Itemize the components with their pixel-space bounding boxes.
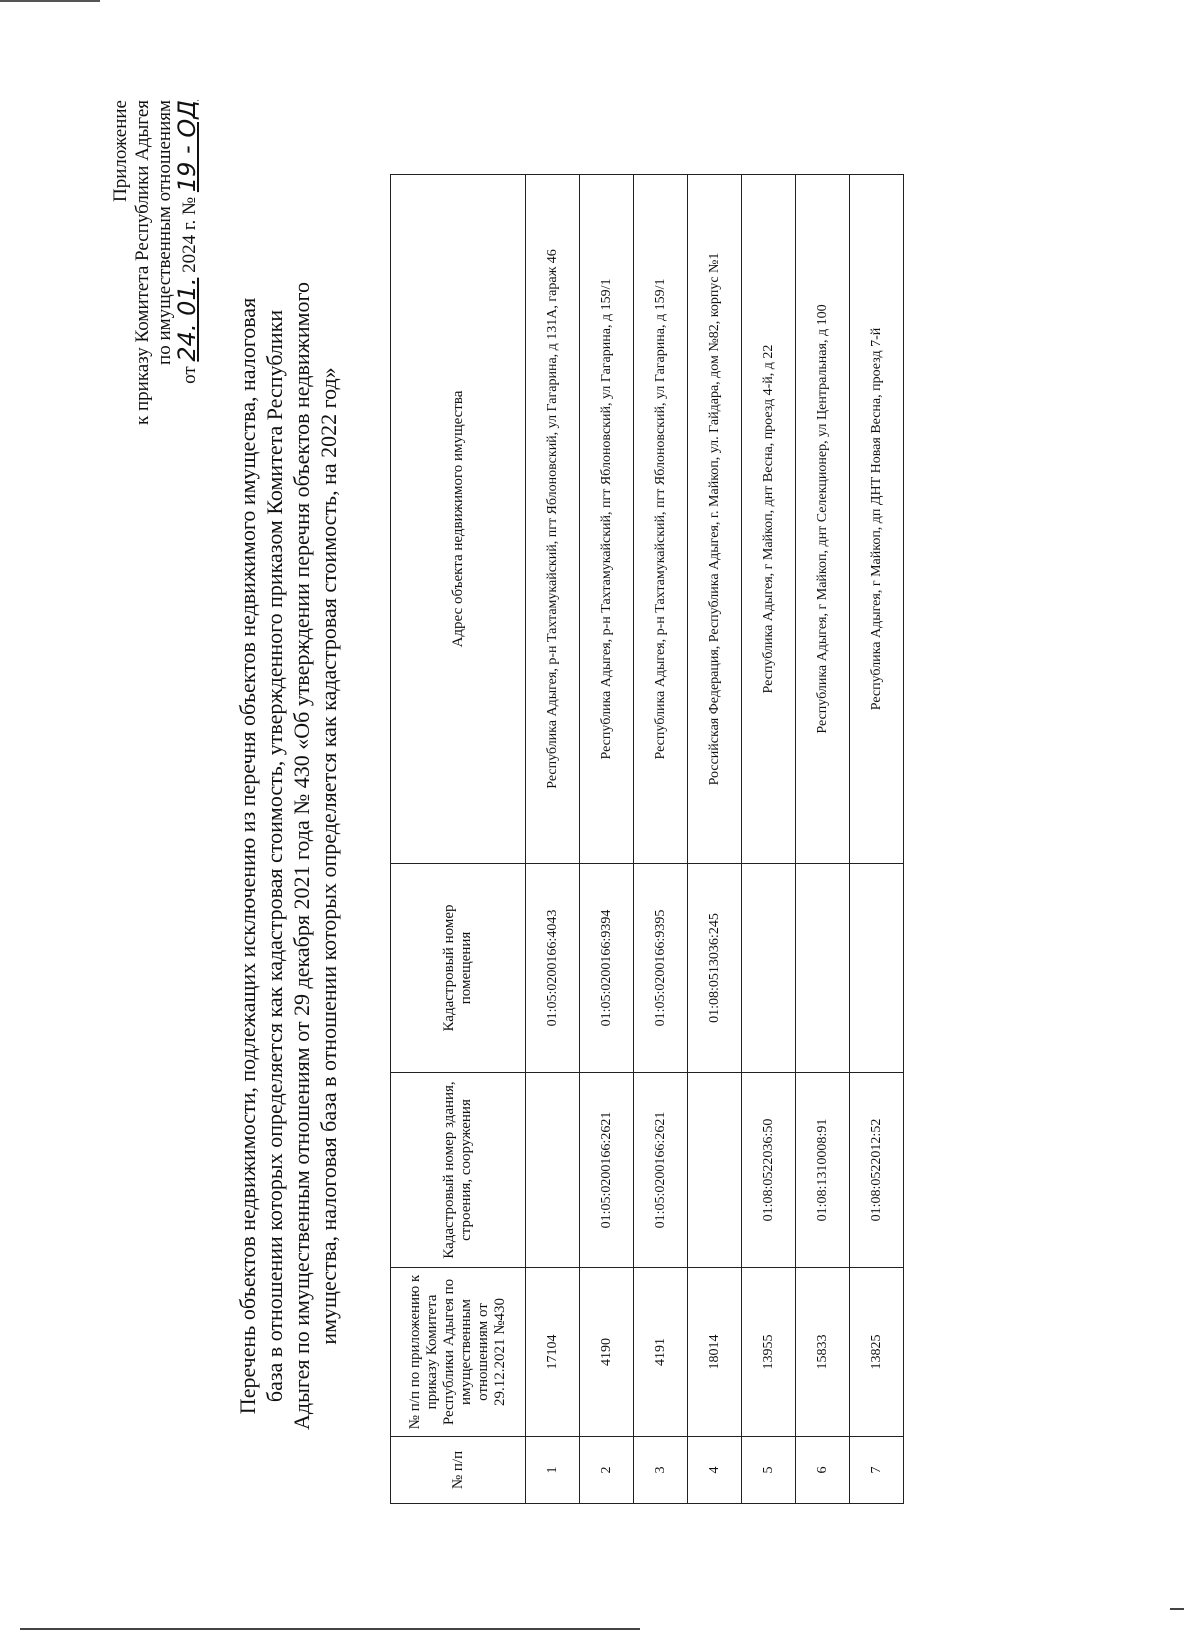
cell-appendix-number: 17104 — [526, 1268, 580, 1437]
cell-appendix-number: 15833 — [796, 1268, 850, 1437]
title-line-3: Адыгея по имущественным отношениям от 29 декабря 2021 года № 430 «Об утверждении перечня объектов недвижимого — [289, 281, 314, 1431]
cell-address: Республика Адыгея, г Майкоп, днт Селекционер, ул Центральная, д 100 — [796, 175, 850, 864]
cell-building-cadastral — [526, 1073, 580, 1268]
cell-premises-cadastral — [742, 864, 796, 1073]
cell-building-cadastral — [688, 1073, 742, 1268]
header-building-cadastral: Кадастровый номер здания, строения, сооружения — [391, 1073, 526, 1268]
cell-row-number: 5 — [742, 1437, 796, 1504]
appendix-label: Приложение — [110, 100, 131, 202]
table-row — [850, 175, 904, 1504]
table-row — [796, 175, 850, 1504]
cell-appendix-number: 4191 — [634, 1268, 688, 1437]
cell-appendix-number: 13825 — [850, 1268, 904, 1437]
handwritten-number: 19 - ОД — [173, 100, 201, 193]
cell-address: Республика Адыгея, г Майкоп, дп ДНТ Новая Весна, проезд 7-й — [850, 175, 904, 864]
cell-address: Российская Федерация, Республика Адыгея, г. Майкоп, ул. Гайдара, дом №82, корпус №1 — [688, 175, 742, 864]
cell-row-number: 1 — [526, 1437, 580, 1504]
cell-premises-cadastral: 01:05:0200166:4043 — [526, 864, 580, 1073]
appendix-date-line — [173, 100, 201, 425]
cell-appendix-number: 18014 — [688, 1268, 742, 1437]
cell-appendix-number: 13955 — [742, 1268, 796, 1437]
title-line-1: Перечень объектов недвижимости, подлежащих исключению из перечня объектов недвижимого имущества, налоговая — [235, 297, 260, 1415]
table-row — [580, 175, 634, 1504]
cell-premises-cadastral: 01:05:0200166:9395 — [634, 864, 688, 1073]
header-address: Адрес объекта недвижимого имущества — [391, 175, 526, 864]
document-title — [234, 96, 342, 1616]
date-suffix: 2024 г. № — [179, 196, 200, 273]
table-header-row — [391, 175, 526, 1504]
cell-building-cadastral: 01:05:0200166:2621 — [580, 1073, 634, 1268]
table-row — [526, 175, 580, 1504]
cell-row-number: 3 — [634, 1437, 688, 1504]
cell-appendix-number: 4190 — [580, 1268, 634, 1437]
table-row — [742, 175, 796, 1504]
table-row — [634, 175, 688, 1504]
cell-premises-cadastral: 01:05:0200166:9394 — [580, 864, 634, 1073]
cell-building-cadastral: 01:05:0200166:2621 — [634, 1073, 688, 1268]
cell-building-cadastral: 01:08:1310008:91 — [796, 1073, 850, 1268]
header-premises-cadastral: Кадастровый номер помещения — [391, 864, 526, 1073]
cell-building-cadastral: 01:08:0522012:52 — [850, 1073, 904, 1268]
cell-premises-cadastral — [850, 864, 904, 1073]
date-prefix: от — [179, 366, 200, 384]
cell-premises-cadastral — [796, 864, 850, 1073]
table-row — [688, 175, 742, 1504]
appendix-header — [110, 100, 201, 425]
cell-row-number: 4 — [688, 1437, 742, 1504]
title-line-4: имущества, налоговая база в отношении которых определяется как кадастровая стоимость, на 2022 год» — [316, 367, 341, 1345]
cell-row-number: 6 — [796, 1437, 850, 1504]
cell-address: Республика Адыгея, г Майкоп, днт Весна, проезд 4-й, д 22 — [742, 175, 796, 864]
appendix-order-line: к приказу Комитета Республики Адыгея — [132, 100, 153, 425]
appendix-committee-line: по имущественным отношениям — [154, 100, 175, 365]
cell-building-cadastral: 01:08:0522036:50 — [742, 1073, 796, 1268]
header-appendix-number: № п/п по приложению к приказу Комитета Республики Адыгея по имущественным отношениям от 29.12.2021 №430 — [391, 1268, 526, 1437]
title-line-2: база в отношении которых определяется как кадастровая стоимость, утвержденного приказом Комитета Республики — [262, 309, 287, 1403]
header-row-number: № п/п — [391, 1437, 526, 1504]
cell-address: Республика Адыгея, р-н Тахтамукайский, пгт Яблоновский, ул Гагарина, д 159/1 — [634, 175, 688, 864]
cell-row-number: 7 — [850, 1437, 904, 1504]
property-table — [390, 174, 904, 1504]
handwritten-date: 24. 01. — [173, 277, 201, 362]
cell-address: Республика Адыгея, р-н Тахтамукайский, пгт Яблоновский, ул Гагарина, д 131А, гараж 46 — [526, 175, 580, 864]
cell-premises-cadastral: 01:08:0513036:245 — [688, 864, 742, 1073]
cell-address: Республика Адыгея, р-н Тахтамукайский, пгт Яблоновский, ул Гагарина, д 159/1 — [580, 175, 634, 864]
cell-row-number: 2 — [580, 1437, 634, 1504]
